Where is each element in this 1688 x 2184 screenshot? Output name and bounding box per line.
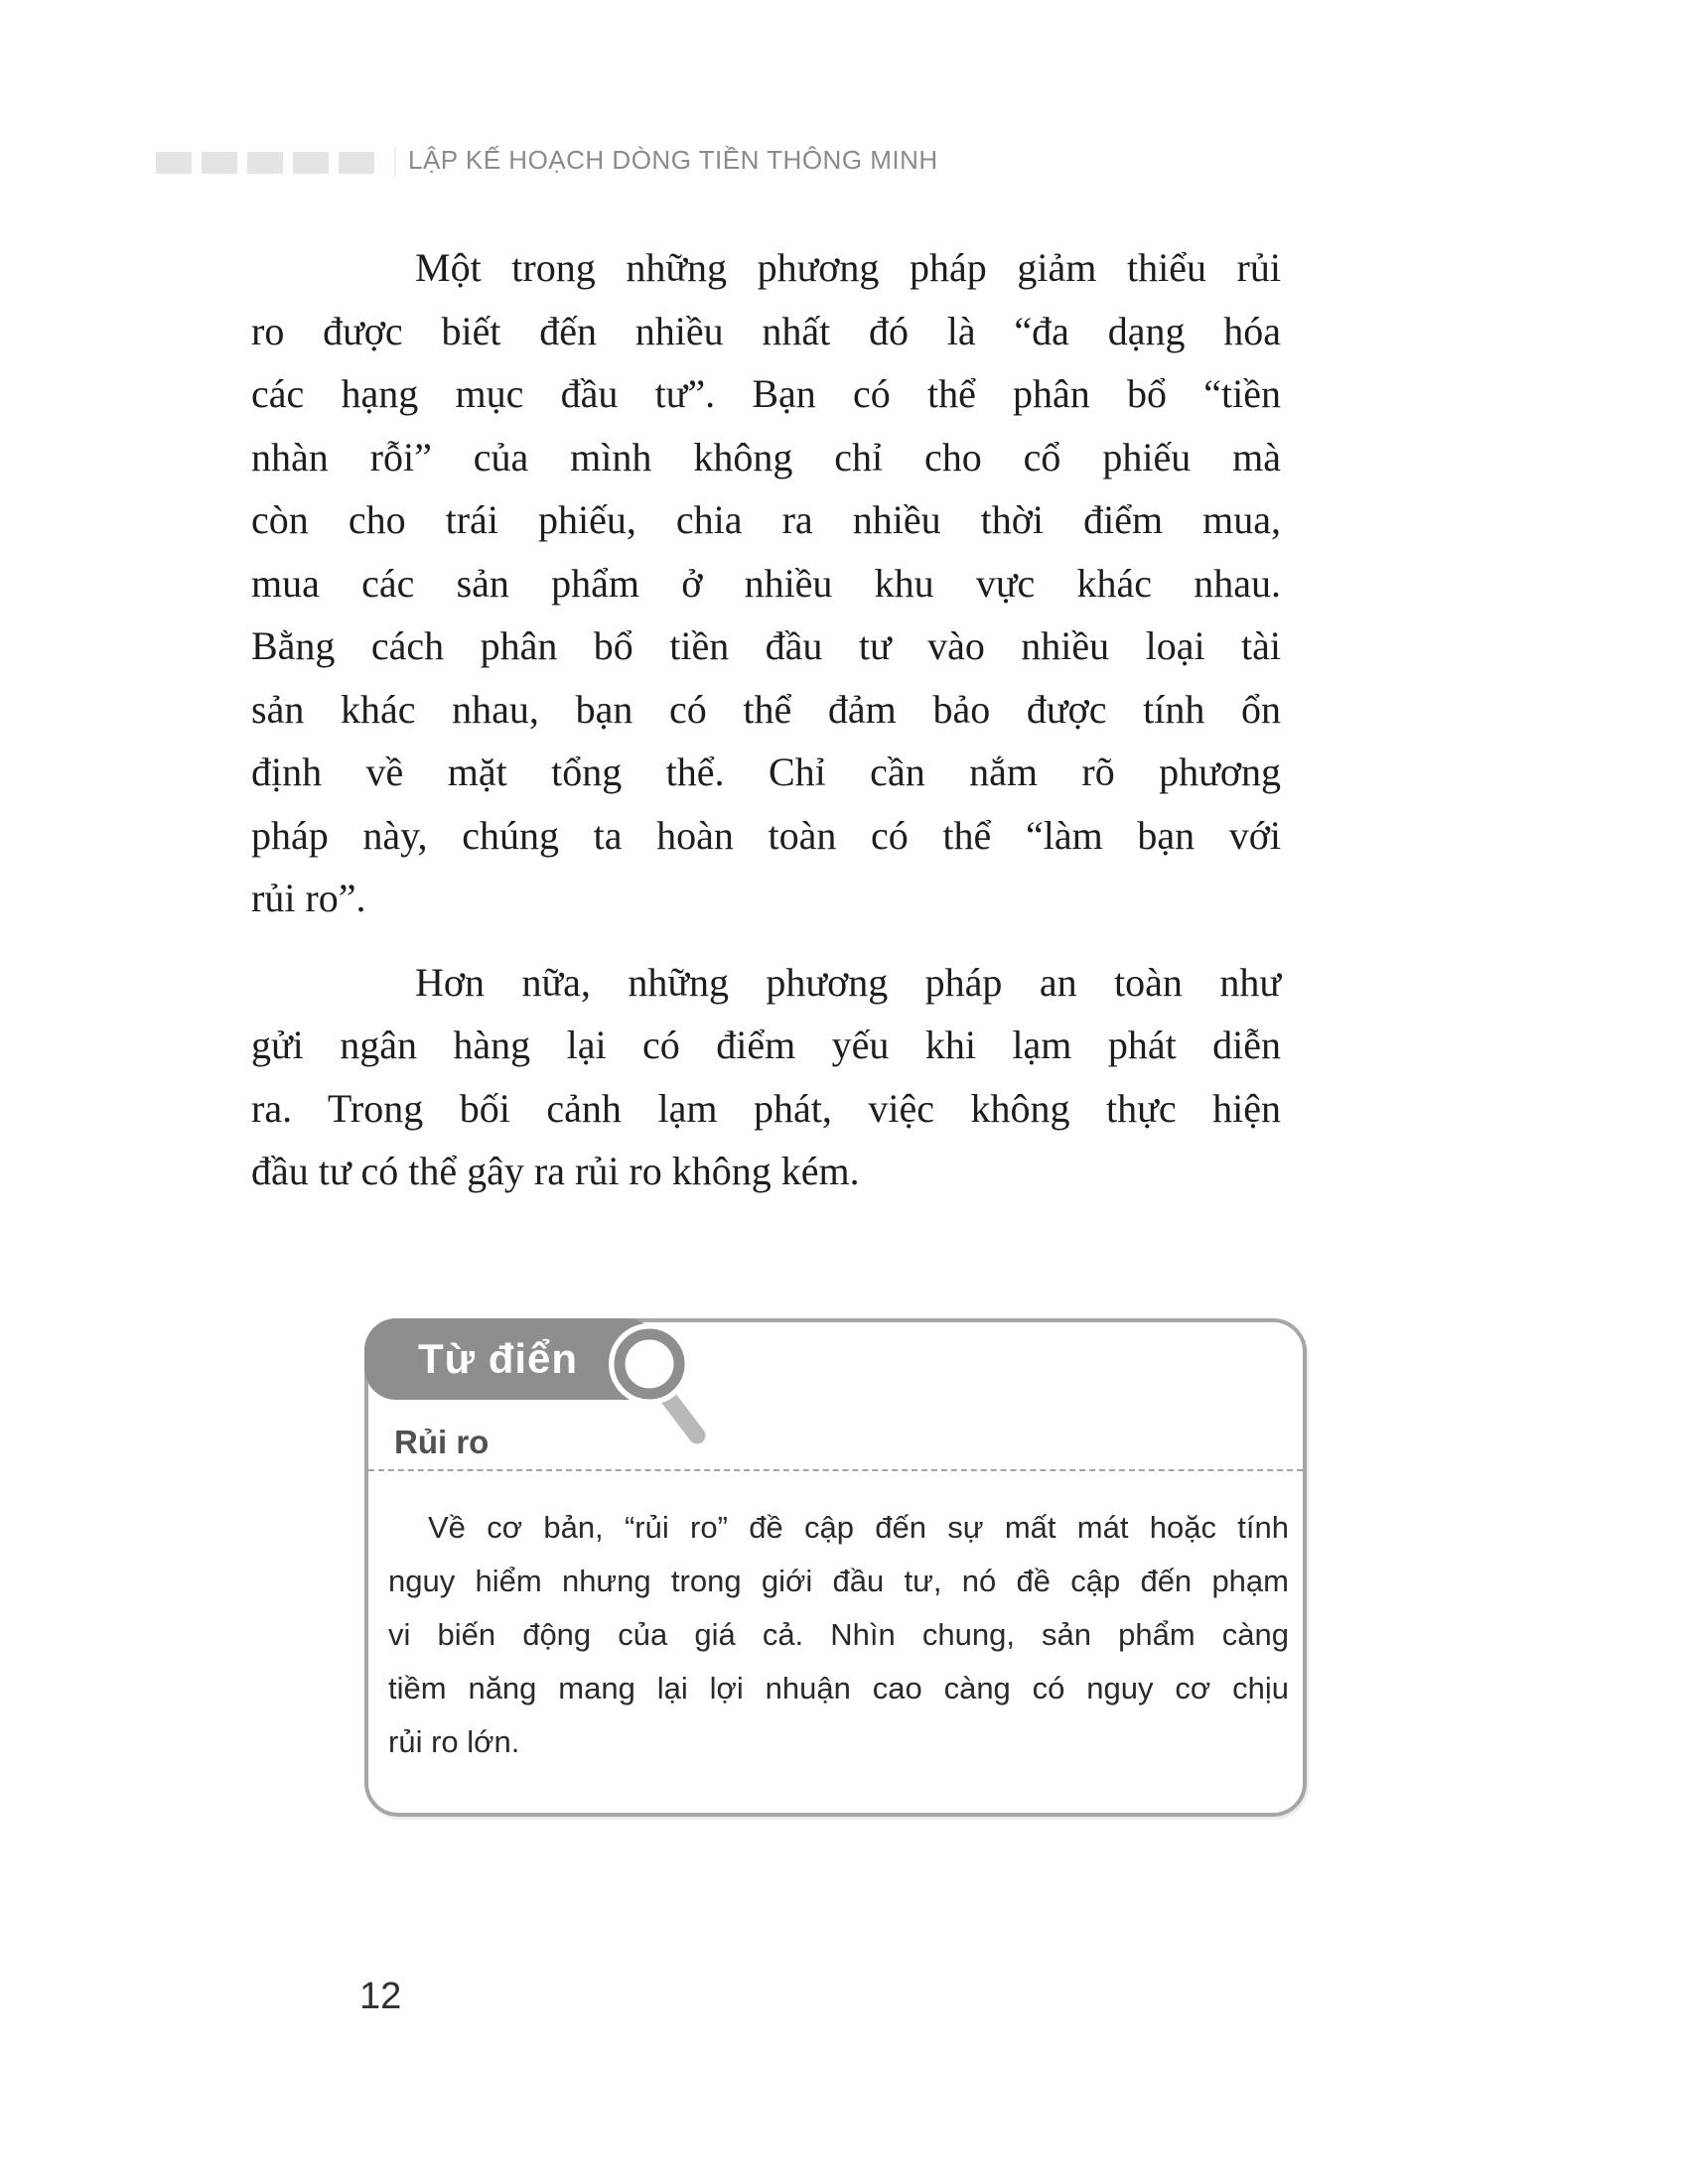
text-line: rủi ro lớn. xyxy=(388,1724,520,1759)
paragraph-1 xyxy=(251,236,1281,930)
header-divider xyxy=(394,147,396,178)
body-text xyxy=(251,236,1281,1203)
text-line: định về mặt tổng thể. Chỉ cần nắm rõ phương xyxy=(251,750,1281,794)
text-line: rủi ro”. xyxy=(251,876,366,920)
decorative-square xyxy=(202,152,237,174)
dashed-divider xyxy=(368,1469,1303,1471)
text-line: Về cơ bản, “rủi ro” đề cập đến sự mất mát hoặc tính xyxy=(428,1510,1289,1545)
text-line: vi biến động của giá cả. Nhìn chung, sản phẩm càng xyxy=(388,1617,1289,1652)
text-line: ro được biết đến nhiều nhất đó là “đa dạng hóa xyxy=(251,308,1281,353)
dictionary-tab-label: Từ điển xyxy=(418,1335,579,1382)
text-line: nguy hiểm nhưng trong giới đầu tư, nó đề cập đến phạm xyxy=(388,1564,1289,1598)
dictionary-box xyxy=(364,1318,1307,1817)
term-heading: Rủi ro xyxy=(394,1424,490,1460)
text-line: Một trong những phương pháp giảm thiểu rủi xyxy=(415,245,1281,290)
decorative-square xyxy=(247,152,283,174)
page-number: 12 xyxy=(359,1976,402,2017)
text-line: gửi ngân hàng lại có điểm yếu khi lạm phát diễn xyxy=(251,1023,1281,1067)
definition-text xyxy=(388,1501,1289,1769)
dictionary-tab xyxy=(364,1318,658,1400)
text-line: đầu tư có thể gây ra rủi ro không kém. xyxy=(251,1149,860,1193)
text-line: mua các sản phẩm ở nhiều khu vực khác nhau. xyxy=(251,560,1281,606)
text-line: ra. Trong bối cảnh lạm phát, việc không thực hiện xyxy=(251,1085,1281,1131)
text-line: Hơn nữa, những phương pháp an toàn như xyxy=(415,959,1281,1005)
text-line: pháp này, chúng ta hoàn toàn có thể “làm bạn với xyxy=(251,812,1281,858)
text-line: các hạng mục đầu tư”. Bạn có thể phân bổ “tiền xyxy=(251,371,1281,416)
text-line: nhàn rỗi” của mình không chỉ cho cổ phiếu mà xyxy=(251,434,1281,479)
decorative-square xyxy=(156,152,192,174)
decorative-square xyxy=(293,152,329,174)
text-line: còn cho trái phiếu, chia ra nhiều thời điểm mua, xyxy=(251,497,1281,542)
text-line: sản khác nhau, bạn có thể đảm bảo được tính ổn xyxy=(251,686,1281,732)
decorative-squares xyxy=(156,152,374,174)
decorative-square xyxy=(339,152,374,174)
text-line: tiềm năng mang lại lợi nhuận cao càng có nguy cơ chịu xyxy=(388,1671,1289,1706)
running-head-title: LẬP KẾ HOẠCH DÒNG TIỀN THÔNG MINH xyxy=(408,145,938,175)
text-line: Bằng cách phân bổ tiền đầu tư vào nhiều loại tài xyxy=(251,623,1281,668)
paragraph-2 xyxy=(251,951,1281,1203)
